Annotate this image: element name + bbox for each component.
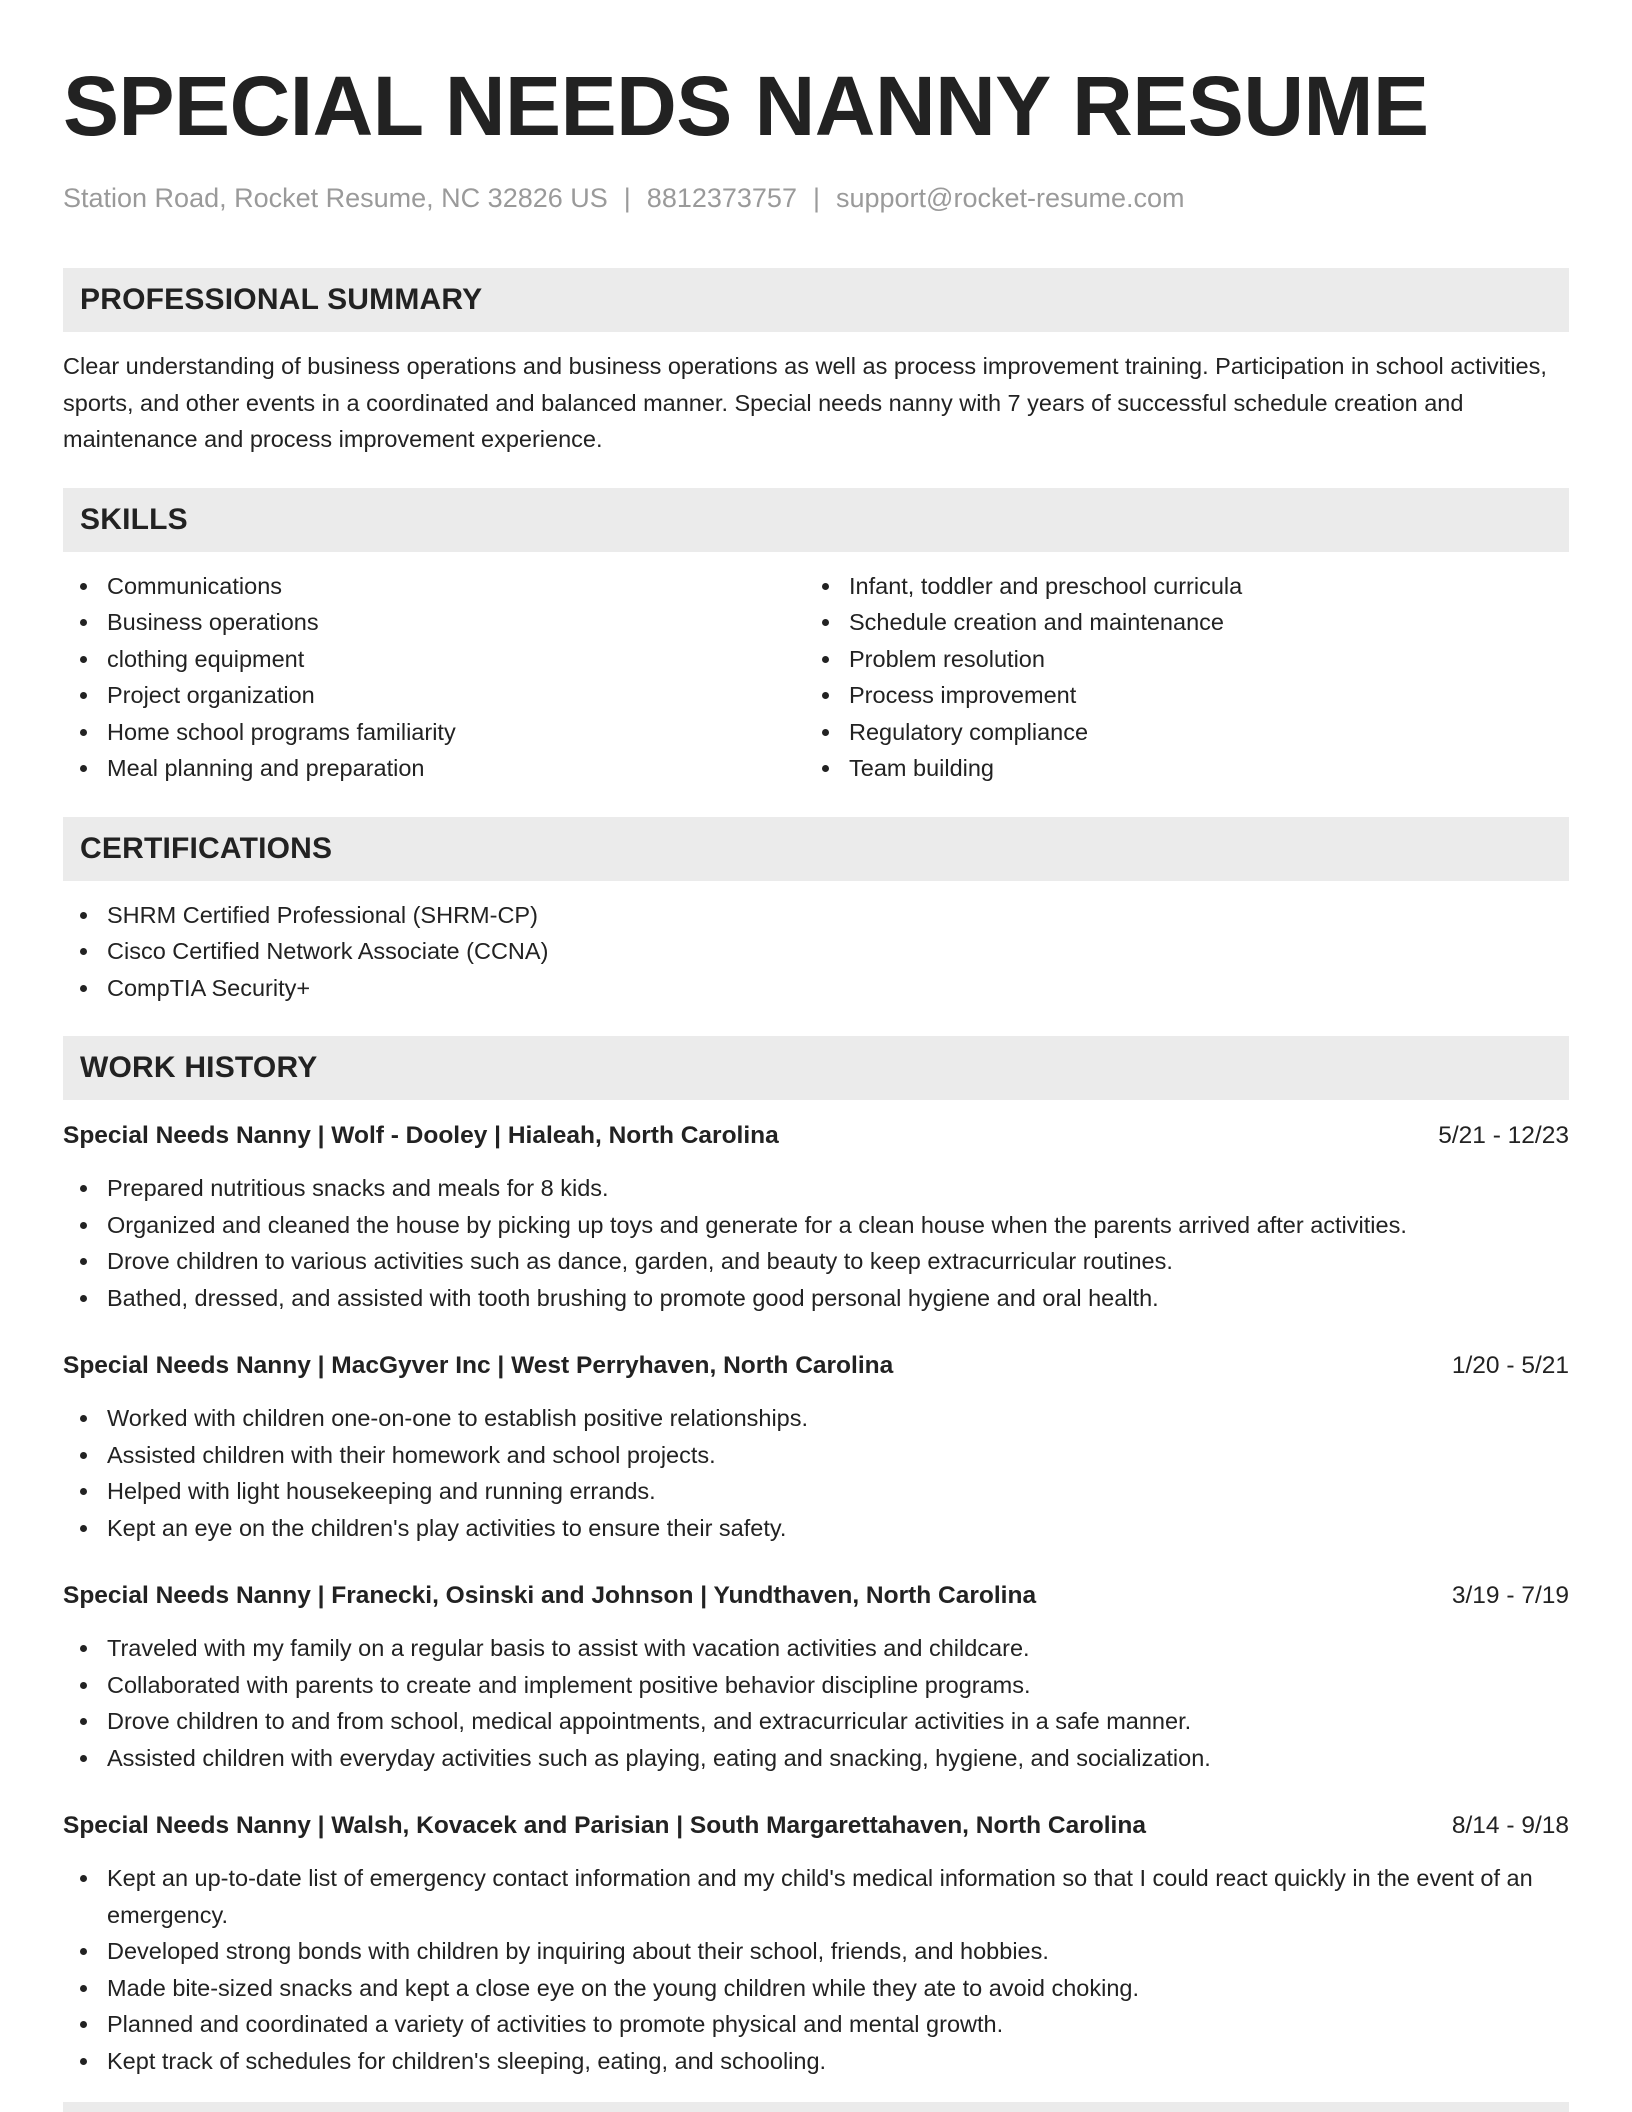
job-bullet: Organized and cleaned the house by picking up toys and generate for a clean house when the parents arrived after activities. — [63, 1207, 1569, 1244]
job-dates: 8/14 - 9/18 — [1451, 1812, 1569, 1839]
skill-item: Home school programs familiarity — [63, 714, 805, 751]
job-bullet: Made bite-sized snacks and kept a close eye on the young children while they ate to avoid choking. — [63, 1970, 1569, 2007]
job-bullet: Developed strong bonds with children by inquiring about their school, friends, and hobbies. — [63, 1933, 1569, 1970]
job-bullet: Kept an eye on the children's play activities to ensure their safety. — [63, 1510, 1569, 1547]
job-entry — [63, 1348, 1569, 1546]
contact-address: Station Road, Rocket Resume, NC 32826 US — [63, 183, 608, 213]
job-bullet: Helped with light housekeeping and running errands. — [63, 1473, 1569, 1510]
job-dates: 1/20 - 5/21 — [1451, 1352, 1569, 1379]
job-dates: 3/19 - 7/19 — [1451, 1582, 1569, 1609]
job-header — [63, 1118, 1569, 1154]
job-entry — [63, 1808, 1569, 2079]
job-bullet: Worked with children one-on-one to establish positive relationships. — [63, 1400, 1569, 1437]
job-bullet-list — [63, 1400, 1569, 1546]
section-heading-certifications — [63, 817, 1569, 881]
certification-item: CompTIA Security+ — [63, 970, 1569, 1007]
section-heading-skills — [63, 488, 1569, 552]
job-header — [63, 1808, 1569, 1844]
skills-list-left — [63, 568, 805, 787]
job-bullet-list — [63, 1170, 1569, 1316]
job-bullet: Drove children to and from school, medical appointments, and extracurricular activities in a safe manner. — [63, 1703, 1569, 1740]
job-header — [63, 1578, 1569, 1614]
job-bullet: Assisted children with their homework and school projects. — [63, 1437, 1569, 1474]
contact-separator: | — [623, 183, 631, 213]
contact-phone: 8812373757 — [646, 183, 797, 213]
certification-item: SHRM Certified Professional (SHRM-CP) — [63, 897, 1569, 934]
job-title: Special Needs Nanny | Wolf - Dooley | Hialeah, North Carolina — [63, 1122, 779, 1149]
skill-item: Problem resolution — [805, 641, 1547, 678]
job-bullet: Bathed, dressed, and assisted with tooth brushing to promote good personal hygiene and oral health. — [63, 1280, 1569, 1317]
section-heading-summary — [63, 268, 1569, 332]
section-heading-work-history — [63, 1036, 1569, 1100]
job-bullet: Kept track of schedules for children's sleeping, eating, and schooling. — [63, 2043, 1569, 2080]
skill-item: Business operations — [63, 604, 805, 641]
job-bullet-list — [63, 1630, 1569, 1776]
job-bullet: Drove children to various activities such as dance, garden, and beauty to keep extracurricular routines. — [63, 1243, 1569, 1280]
job-dates: 5/21 - 12/23 — [1438, 1122, 1569, 1149]
job-bullet: Collaborated with parents to create and implement positive behavior discipline programs. — [63, 1667, 1569, 1704]
contact-separator: | — [812, 183, 820, 213]
job-title: Special Needs Nanny | MacGyver Inc | West Perryhaven, North Carolina — [63, 1352, 894, 1379]
skill-item: Infant, toddler and preschool curricula — [805, 568, 1547, 605]
job-entry — [63, 1118, 1569, 1316]
job-bullet: Planned and coordinated a variety of activities to promote physical and mental growth. — [63, 2006, 1569, 2043]
job-bullet: Prepared nutritious snacks and meals for 8 kids. — [63, 1170, 1569, 1207]
job-bullet-list — [63, 1860, 1569, 2079]
job-header — [63, 1348, 1569, 1384]
section-heading-label: PROFESSIONAL SUMMARY — [80, 283, 483, 316]
contact-line — [63, 180, 1569, 216]
resume-title: SPECIAL NEEDS NANNY RESUME — [63, 59, 1429, 153]
summary-paragraph: Clear understanding of business operations and business operations as well as process improvement training. Participation in school activities, sports, and other events in a coordinated and balanced manner. Special needs nanny with 7 years of successful schedule creation and maintenance and process improvement experience. — [63, 353, 1547, 452]
skills-grid — [63, 568, 1569, 787]
skills-list-right — [805, 568, 1547, 787]
skill-item: Project organization — [63, 677, 805, 714]
section-heading-label: SKILLS — [80, 502, 188, 536]
section-heading-label: WORK HISTORY — [80, 1051, 318, 1084]
section-heading-label: CERTIFICATIONS — [80, 831, 333, 865]
certification-item: Cisco Certified Network Associate (CCNA) — [63, 933, 1569, 970]
job-entry — [63, 1578, 1569, 1776]
job-bullet: Assisted children with everyday activities such as playing, eating and snacking, hygiene, and socialization. — [63, 1740, 1569, 1777]
skill-item: Meal planning and preparation — [63, 750, 805, 787]
skill-item: Team building — [805, 750, 1547, 787]
certifications-list — [63, 897, 1569, 1007]
skill-item: Schedule creation and maintenance — [805, 604, 1547, 641]
contact-email: support@rocket-resume.com — [835, 183, 1185, 213]
next-section-heading-edge — [63, 2102, 1569, 2112]
skill-item: Regulatory compliance — [805, 714, 1547, 751]
job-title: Special Needs Nanny | Walsh, Kovacek and Parisian | South Margarettahaven, North Carolina — [63, 1812, 1146, 1839]
skill-item: Communications — [63, 568, 805, 605]
job-bullet: Kept an up-to-date list of emergency contact information and my child's medical information so that I could react quickly in the event of an emergency. — [63, 1860, 1569, 1933]
skill-item: Process improvement — [805, 677, 1547, 714]
skill-item: clothing equipment — [63, 641, 805, 678]
job-title: Special Needs Nanny | Franecki, Osinski and Johnson | Yundthaven, North Carolina — [63, 1582, 1037, 1609]
job-bullet: Traveled with my family on a regular basis to assist with vacation activities and childcare. — [63, 1630, 1569, 1667]
